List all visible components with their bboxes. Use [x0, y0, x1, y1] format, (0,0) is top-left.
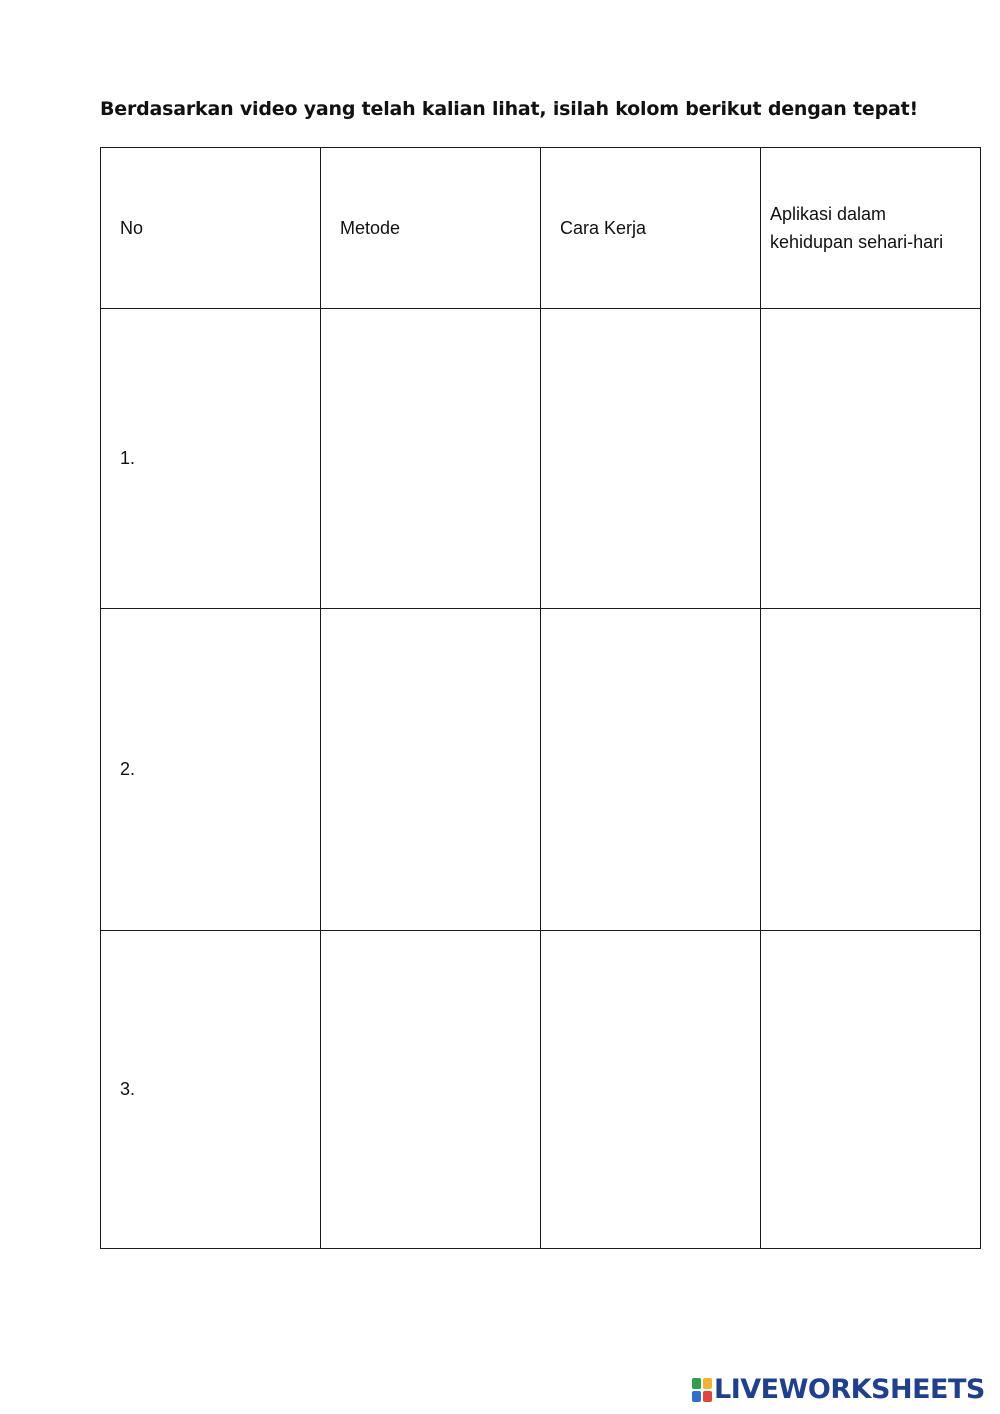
row-number-cell: 1. [101, 309, 321, 609]
logo-square [692, 1391, 701, 1402]
logo-square [692, 1378, 701, 1389]
metode-answer-cell[interactable] [321, 931, 541, 1249]
header-no: No [101, 148, 321, 309]
liveworksheets-logo [692, 1376, 985, 1403]
logo-square [703, 1391, 712, 1402]
aplikasi-answer-cell[interactable] [761, 609, 981, 931]
cara-kerja-answer-cell[interactable] [541, 309, 761, 609]
metode-answer-cell[interactable] [321, 609, 541, 931]
cara-kerja-answer-cell[interactable] [541, 931, 761, 1249]
logo-text: LIVEWORKSHEETS [714, 1374, 985, 1405]
metode-answer-cell[interactable] [321, 309, 541, 609]
row-number-cell: 2. [101, 609, 321, 931]
liveworksheets-logo-icon [692, 1378, 712, 1402]
worksheet-instruction: Berdasarkan video yang telah kalian lihat, isilah kolom berikut dengan tepat! [100, 98, 918, 120]
table-row [101, 609, 981, 931]
header-metode: Metode [321, 148, 541, 309]
cara-kerja-answer-cell[interactable] [541, 609, 761, 931]
header-aplikasi: Aplikasi dalam kehidupan sehari-hari [761, 148, 981, 309]
answer-table [100, 147, 981, 1249]
table-row [101, 931, 981, 1249]
aplikasi-answer-cell[interactable] [761, 931, 981, 1249]
table-header-row [101, 148, 981, 309]
table-row [101, 309, 981, 609]
row-number-cell: 3. [101, 931, 321, 1249]
header-cara-kerja: Cara Kerja [541, 148, 761, 309]
logo-square [703, 1378, 712, 1389]
aplikasi-answer-cell[interactable] [761, 309, 981, 609]
